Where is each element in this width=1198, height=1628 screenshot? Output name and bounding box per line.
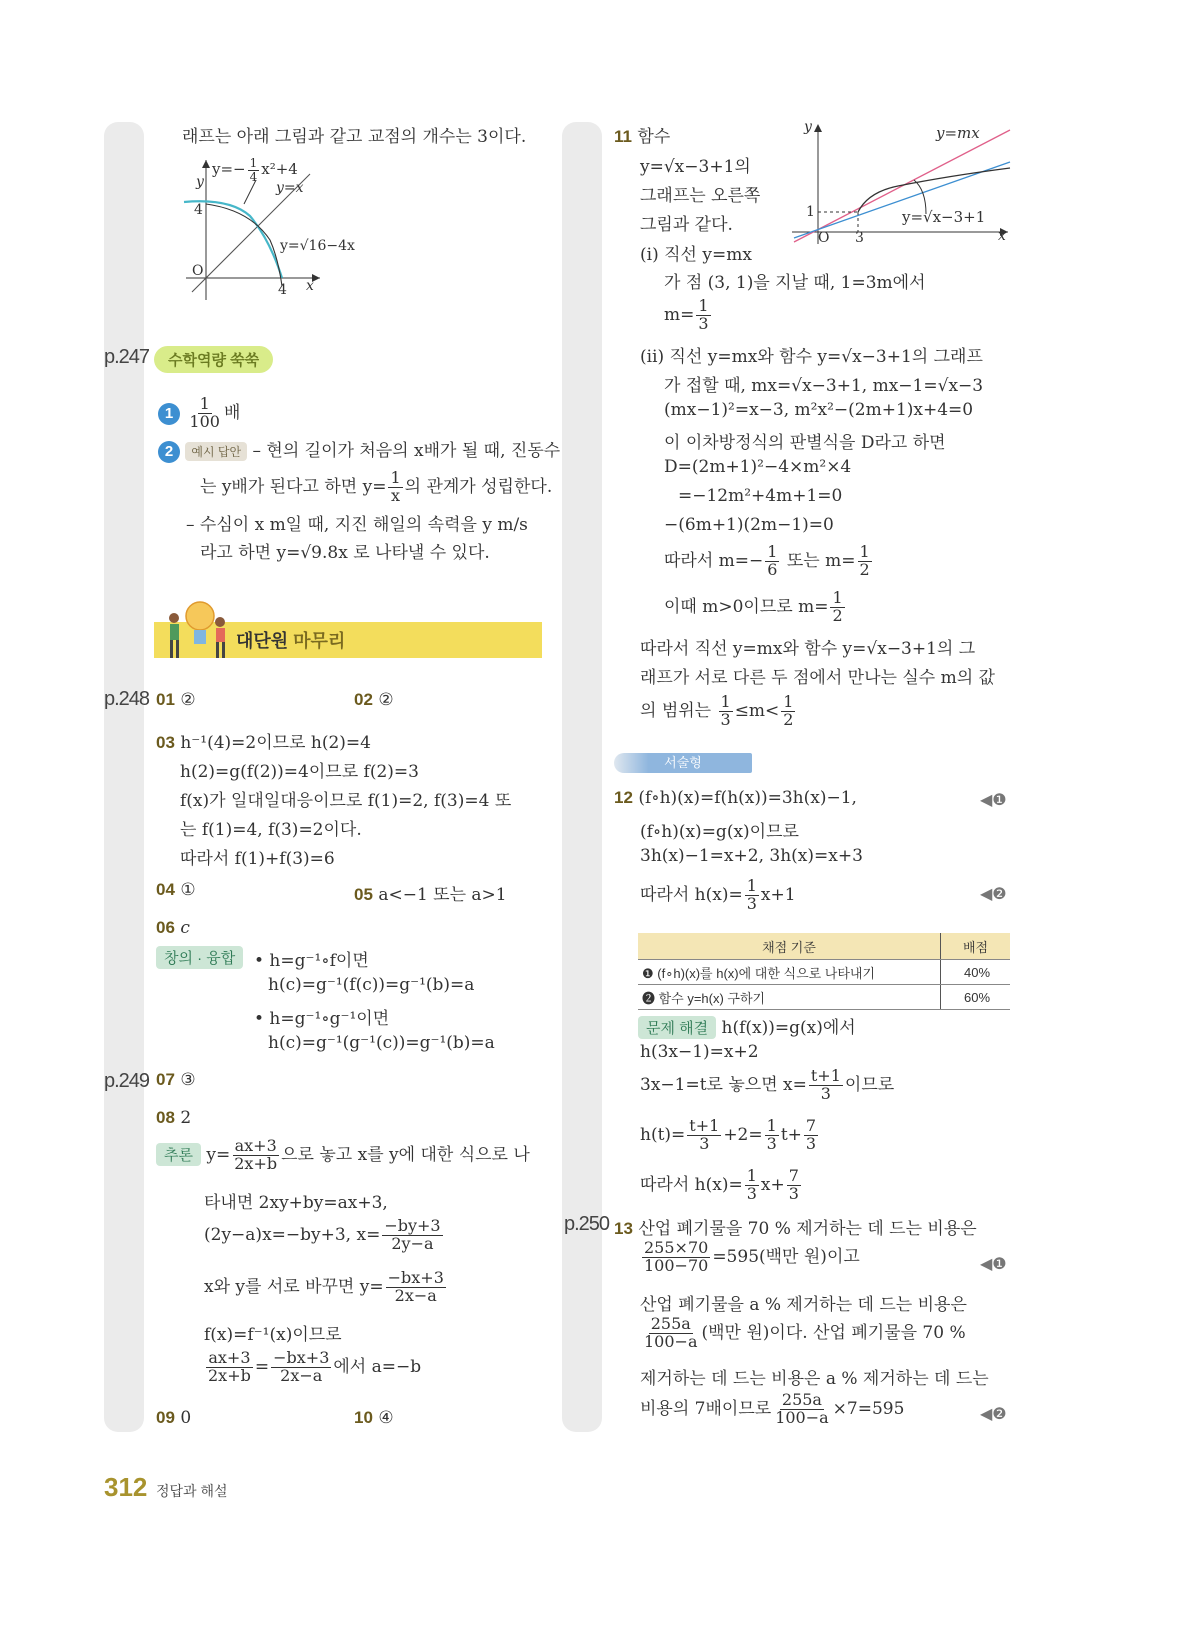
answer-05: 05 a<−1 또는 a>1 (354, 885, 507, 905)
graph1-x4-label: 4 (278, 282, 287, 298)
creative-line1: • h=g⁻¹∘f이면 (254, 951, 369, 971)
graph-intro-text: 래프는 아래 그림과 같고 교점의 개수는 3이다. (182, 127, 527, 147)
graph2-x-axis-label: x (998, 228, 1006, 244)
page-ref-248: p.248 (104, 688, 150, 710)
answer-2-number: 2 (158, 441, 180, 463)
answer-13-line5: 제거하는 데 드는 비용은 a % 제거하는 데 드는 (640, 1369, 989, 1389)
math-competency-banner: 수학역량 쑥쑥 (154, 346, 273, 373)
answer-11-conclusion-line2: 래프가 서로 다른 두 점에서 만나는 실수 m의 값 (640, 668, 995, 688)
answer-03-line3: f(x)가 일대일대응이므로 f(1)=2, f(3)=4 또 (180, 791, 512, 811)
page-ref-249: p.249 (104, 1070, 150, 1092)
graph1-y-axis-label: y (196, 174, 204, 190)
criteria-score: 40% (941, 960, 1011, 985)
problem-solving-tag: 문제 해결 (638, 1016, 716, 1039)
answer-08: 08 2 (156, 1108, 192, 1128)
answer-1-fraction: $\frac{1}{100}$ (189, 394, 220, 431)
answer-13-mark2: ◀❷ (980, 1406, 1007, 1423)
graph1-x-axis-label: x (306, 278, 314, 294)
answer-07: 07 ③ (156, 1070, 196, 1090)
grading-criteria-row (638, 985, 1010, 1010)
criteria-desc: ❶ (f∘h)(x)를 h(x)에 대한 식으로 나타내기 (638, 960, 941, 985)
creative-line2: h(c)=g⁻¹(f(c))=g⁻¹(b)=a (268, 975, 475, 995)
graph1-curve1-label: y=− $\frac{1}{4}$ x²+4 (212, 156, 298, 184)
graph2-y1-label: 1 (806, 204, 815, 220)
graph1-line-label: y=x (276, 180, 304, 196)
answer-11-line1: 11 함수 (614, 127, 671, 147)
graph1-curve2-label: y=√16−4x (280, 238, 355, 254)
answer-11-case2-line4: 이 이차방정식의 판별식을 D라고 하면 (664, 433, 946, 453)
criteria-header: 채점 기준 (638, 933, 941, 960)
answer-11-case2-line8: 따라서 m=− $\frac{1}{6}$ 또는 m= $\frac{1}{2}$ (664, 542, 870, 579)
example-answer-tag: 예시 답안 (185, 442, 247, 461)
answer-11-case2-line1: (ⅱ) 직선 y=mx와 함수 y=√x−3+1의 그래프 (640, 347, 983, 367)
answer-13-line1: 13 산업 폐기물을 70 % 제거하는 데 드는 비용은 (614, 1219, 977, 1239)
graph2-y-axis-label: y (804, 119, 812, 135)
answer-1: 1 $\frac{1}{100}$ 배 (158, 396, 240, 431)
page-number: 312 (104, 1472, 148, 1502)
answer-11-case2-line7: −(6m+1)(2m−1)=0 (664, 515, 834, 535)
grading-criteria-header (638, 933, 1010, 960)
answer-13-line4: $\frac{255a}{100-a}$ (백만 원)이다. 산업 폐기물을 70 % (644, 1314, 966, 1351)
answer-12-mark2: ◀❷ (980, 886, 1007, 903)
answer-03-line1: 03 h⁻¹(4)=2이므로 h(2)=4 (156, 733, 371, 753)
creative-line3: • h=g⁻¹∘g⁻¹이면 (254, 1009, 390, 1029)
answer-11-line2: y=√x−3+1의 (640, 157, 751, 177)
solve-line4: h(t)= $\frac{t+1}{3}$ +2= $\frac{1}{3}$ t+ $\frac{7}{3}$ (640, 1116, 817, 1153)
score-header: 배점 (941, 933, 1011, 960)
reasoning-line1: 추론 y= $\frac{ax+3}{2x+b}$ 으로 놓고 x를 y에 대한 식으로 나 (156, 1138, 530, 1173)
answer-12-line4: 따라서 h(x)= $\frac{1}{3}$ x+1 (640, 876, 796, 913)
grading-criteria-table (638, 933, 1010, 1010)
solve-line3: 3x−1=t로 놓으면 x= $\frac{t+1}{3}$ 이므로 (640, 1066, 895, 1103)
answer-03-line2: h(2)=g(f(2))=4이므로 f(2)=3 (180, 762, 419, 782)
answer-04: 04 ① (156, 880, 196, 900)
answer-11-case2-line3: (mx−1)²=x−3, m²x²−(2m+1)x+4=0 (664, 400, 974, 420)
essay-tag: 서술형 (614, 753, 752, 773)
page-ref-247: p.247 (104, 346, 150, 368)
answer-13-line2: $\frac{255\times 70}{100-70}$ =595(백만 원)이고 (644, 1238, 860, 1275)
reasoning-line6: $\frac{ax+3}{2x+b}$ = $\frac{-bx+3}{2x-a}$ 에서 a=−b (208, 1348, 422, 1385)
answer-2-line2: 는 y배가 된다고 하면 y= $\frac{1}{x}$ 의 관계가 성립한다. (200, 468, 553, 505)
answer-2-line1: 2 예시 답안 – 현의 길이가 처음의 x배가 될 때, 진동수 (158, 436, 560, 463)
reasoning-tag: 추론 (156, 1143, 201, 1166)
answer-09: 09 0 (156, 1408, 192, 1428)
solve-line5: 따라서 h(x)= $\frac{1}{3}$ x+ $\frac{7}{3}$ (640, 1166, 799, 1203)
answer-11-case1-line2: 가 점 (3, 1)을 지날 때, 1=3m에서 (664, 273, 926, 293)
answer-12-mark1: ◀❶ (980, 792, 1007, 809)
page-ref-250: p.250 (564, 1213, 610, 1235)
answer-13-line6: 비용의 7배이므로 $\frac{255a}{100-a}$ ×7=595 (640, 1390, 905, 1427)
grading-criteria-row (638, 960, 1010, 985)
creative-fusion-tag: 창의 · 융합 (156, 946, 243, 969)
answer-12-line3: 3h(x)−1=x+2, 3h(x)=x+3 (640, 846, 863, 866)
creative-line4: h(c)=g⁻¹(g⁻¹(c))=g⁻¹(b)=a (268, 1033, 495, 1053)
answer-13-line3: 산업 폐기물을 a % 제거하는 데 드는 비용은 (640, 1295, 967, 1315)
graph2-origin-label: O (818, 230, 830, 246)
answer-11-case2-line9: 이때 m>0이므로 m= $\frac{1}{2}$ (664, 588, 843, 625)
criteria-desc: ❷ 함수 y=h(x) 구하기 (638, 985, 941, 1010)
solve-line2: h(3x−1)=x+2 (640, 1042, 759, 1062)
answer-11-case2-line2: 가 접할 때, mx=√x−3+1, mx−1=√x−3 (664, 376, 984, 396)
reasoning-line5: f(x)=f⁻¹(x)이므로 (204, 1325, 342, 1345)
answer-11-case1-line3: m= $\frac{1}{3}$ (664, 296, 709, 333)
answer-11-conclusion-line3: 의 범위는 $\frac{1}{3}$ ≤m< $\frac{1}{2}$ (640, 692, 794, 729)
graph2-curve-label: y=√x−3+1 (902, 208, 986, 226)
left-gutter (104, 122, 144, 1432)
answer-2-line3: – 수심이 x m일 때, 지진 해일의 속력을 y m/s (186, 515, 528, 535)
answer-13-mark1: ◀❶ (980, 1256, 1007, 1273)
answer-11-case1-line1: (ⅰ) 직선 y=mx (640, 245, 752, 265)
answer-11-line4: 그림과 같다. (640, 215, 733, 235)
answer-2-line4: 라고 하면 y=√9.8x 로 나타낼 수 있다. (200, 543, 490, 563)
graph2-x3-label: 3 (855, 230, 864, 246)
answer-01: 01 ② (156, 690, 196, 710)
chapter-review-title: 대단원 마무리 (236, 631, 346, 651)
answer-06: 06 c (156, 918, 190, 938)
criteria-score: 60% (941, 985, 1011, 1010)
answer-12-line1: 12 (f∘h)(x)=f(h(x))=3h(x)−1, (614, 788, 857, 808)
answer-11-case2-line5: D=(2m+1)²−4×m²×4 (664, 457, 852, 477)
answer-11-conclusion-line1: 따라서 직선 y=mx와 함수 y=√x−3+1의 그 (640, 639, 976, 659)
answer-1-number: 1 (158, 403, 180, 425)
reasoning-line4: x와 y를 서로 바꾸면 y= $\frac{-bx+3}{2x-a}$ (204, 1268, 444, 1305)
answer-03-line4: 는 f(1)=4, f(3)=2이다. (180, 820, 362, 840)
footer-label: 정답과 해설 (156, 1483, 228, 1499)
answer-12-line2: (f∘h)(x)=g(x)이므로 (640, 822, 799, 842)
answer-11-case2-line6: =−12m²+4m+1=0 (678, 486, 843, 506)
answer-11-line3: 그래프는 오른쪽 (640, 186, 761, 206)
graph1-origin-label: O (192, 263, 204, 279)
graph2-line-label: y=mx (936, 124, 980, 142)
solve-line1: 문제 해결 h(f(x))=g(x)에서 (638, 1013, 856, 1039)
answer-03-line5: 따라서 f(1)+f(3)=6 (180, 849, 335, 869)
answer-10: 10 ④ (354, 1408, 394, 1428)
answer-02: 02 ② (354, 690, 394, 710)
graph1-y4-label: 4 (194, 202, 203, 218)
chapter-review-illustration (160, 598, 230, 662)
reasoning-line3: (2y−a)x=−by+3, x= $\frac{-by+3}{2y-a}$ (204, 1216, 441, 1253)
reasoning-line2: 타내면 2xy+by=ax+3, (204, 1193, 388, 1213)
